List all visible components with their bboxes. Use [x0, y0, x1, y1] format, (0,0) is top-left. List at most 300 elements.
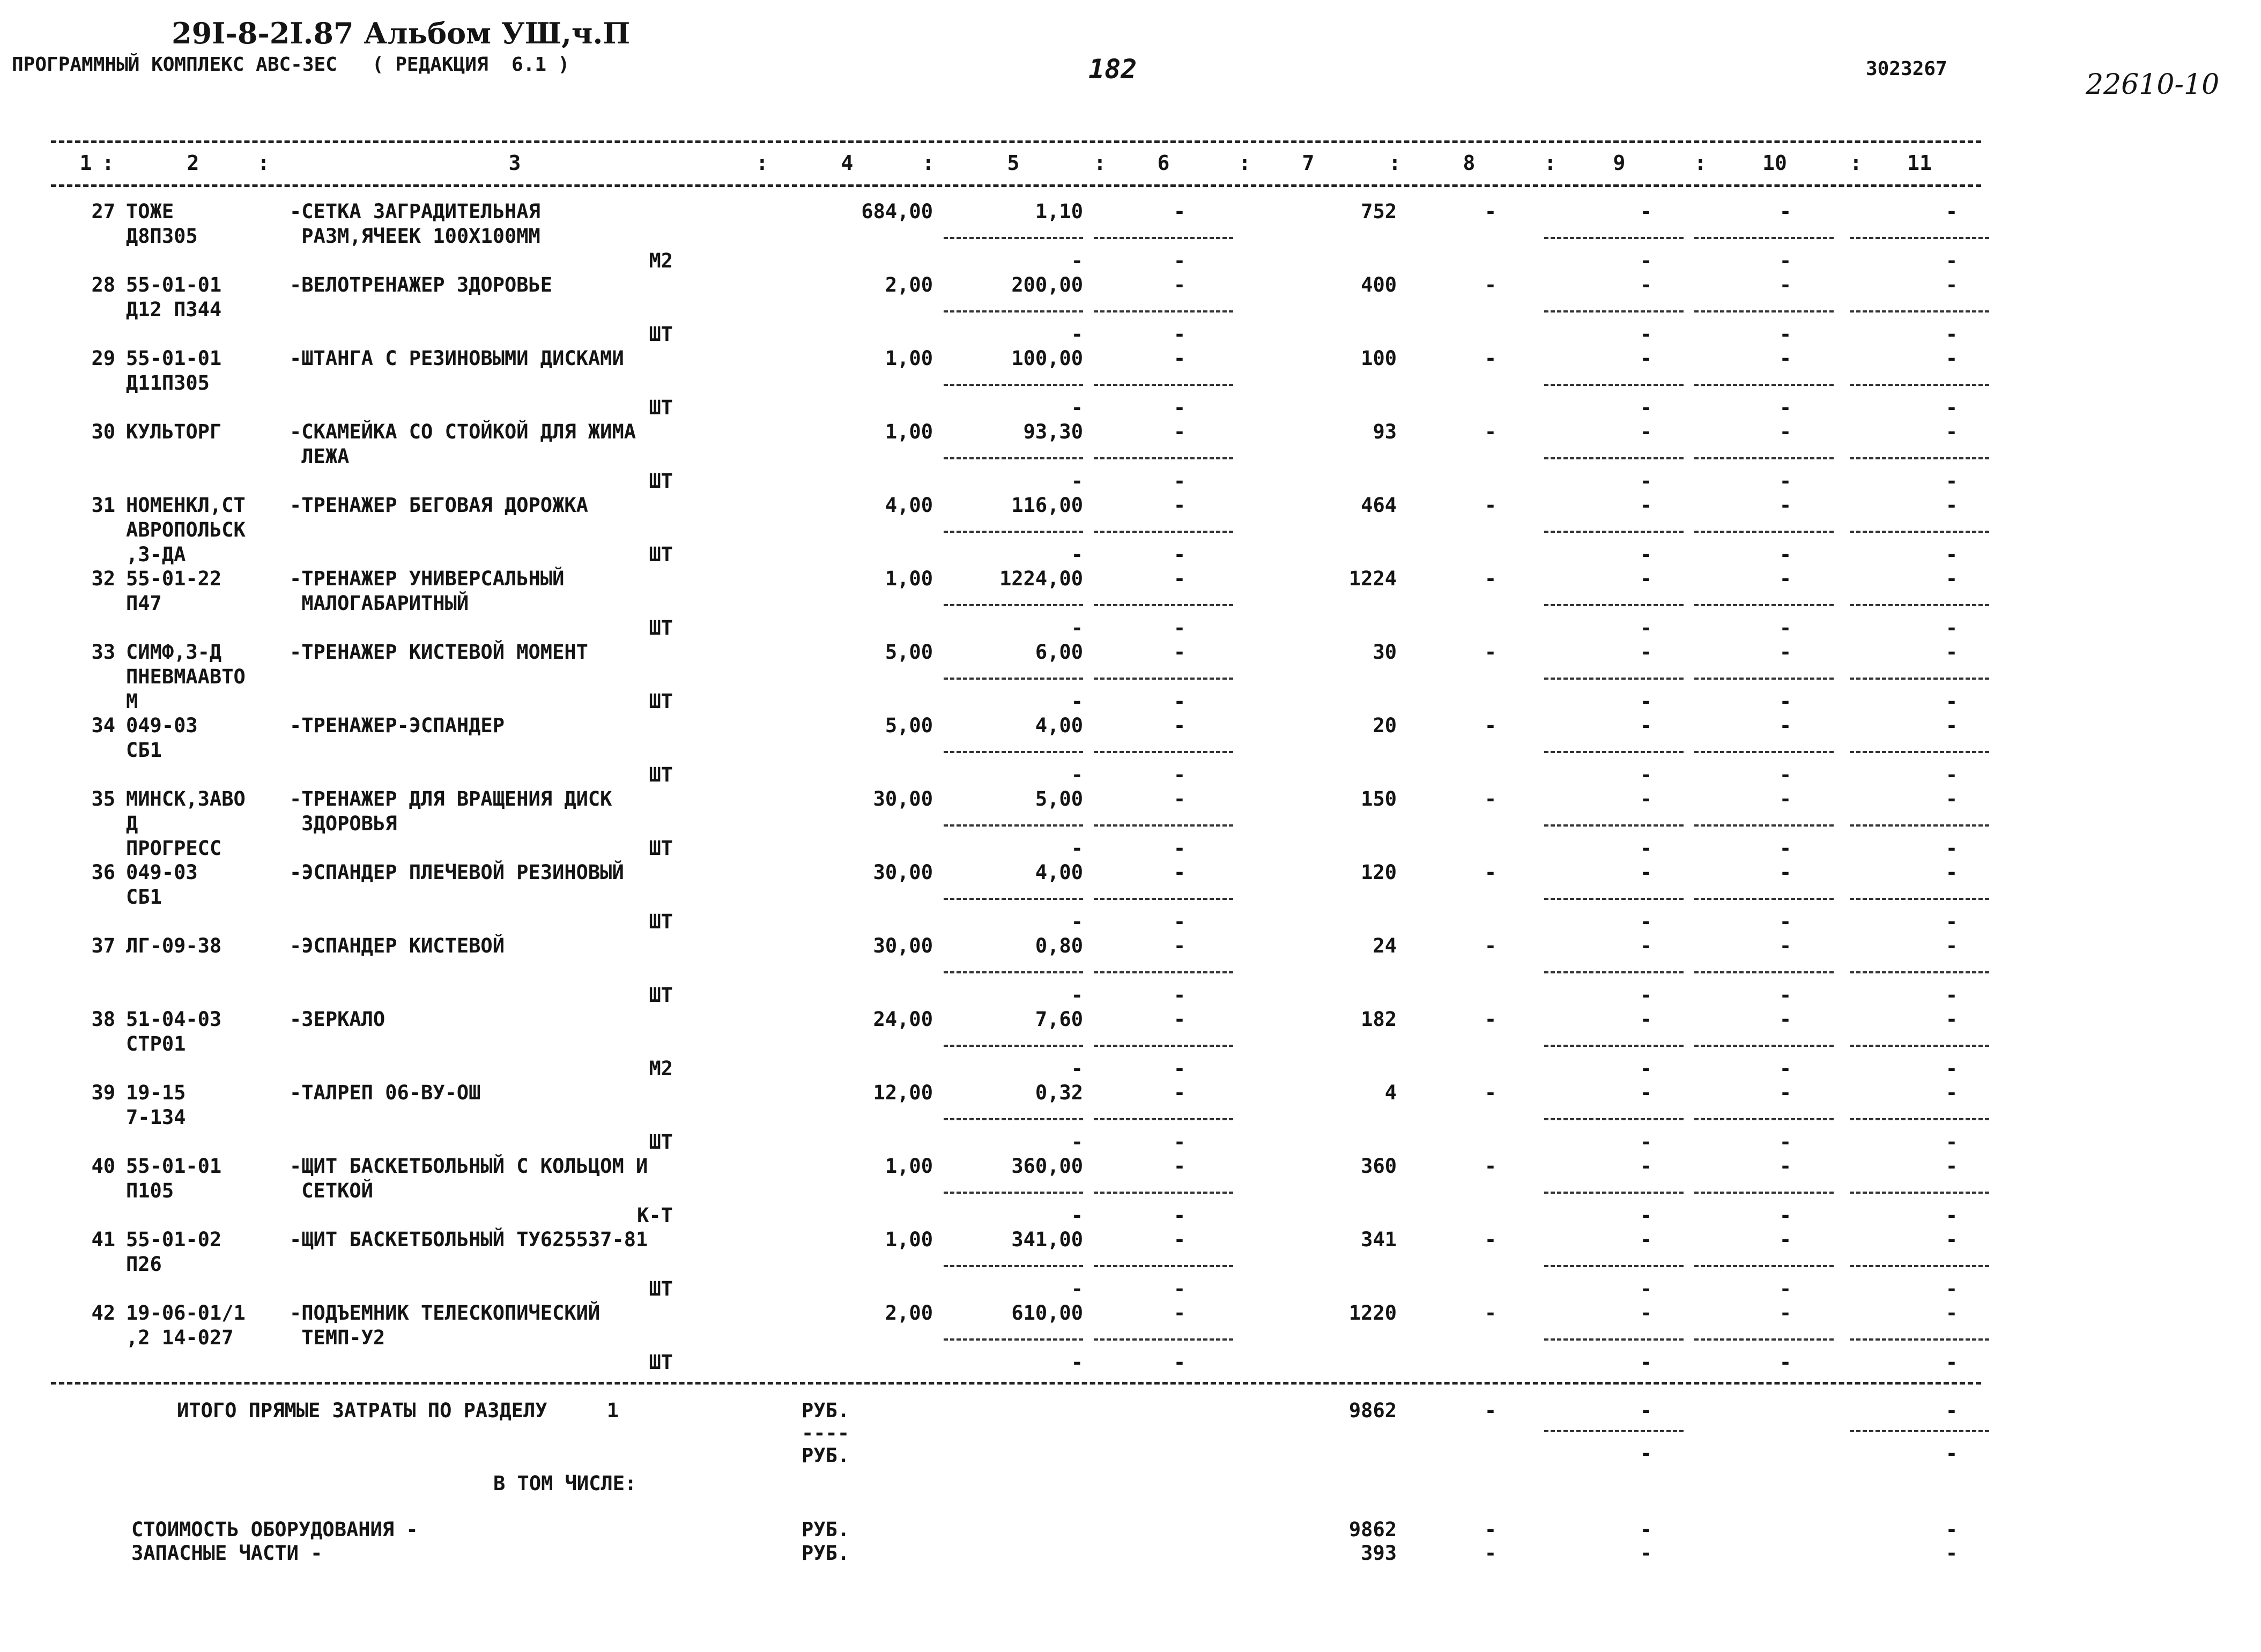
row-number: 35 [91, 787, 115, 810]
column-header-5: 5 [1007, 151, 1020, 175]
row-total: 4 [1384, 1081, 1397, 1104]
total-label: ИТОГО ПРЯМЫЕ ЗАТРАТЫ ПО РАЗДЕЛУ 1 [177, 1399, 619, 1422]
row-total: 20 [1373, 714, 1397, 737]
row-total: 24 [1373, 934, 1397, 957]
row-empty-c8: - [1484, 494, 1497, 517]
row-name: -ЭСПАНДЕР КИСТЕВОЙ [290, 934, 505, 957]
row-empty-c8: - [1484, 1008, 1497, 1031]
row-unit: ШТ [649, 1277, 673, 1300]
row-name: -ТРЕНАЖЕР ДЛЯ ВРАЩЕНИЯ ДИСК ЗДОРОВЬЯ [290, 787, 612, 835]
row-underline [1694, 898, 1834, 900]
row-name: -ЗЕРКАЛО [290, 1008, 386, 1031]
row-underline [1694, 1192, 1834, 1194]
row-empty-c8: - [1484, 934, 1497, 957]
row-underline [1094, 457, 1233, 459]
row-number: 29 [91, 347, 115, 370]
total-currency-dashes: ---- [802, 1422, 850, 1445]
row-underline [1094, 1265, 1233, 1267]
page-number: 182 [1088, 54, 1137, 85]
row-code: 55-01-01 Д12 П344 [126, 273, 222, 321]
row-underline [1850, 751, 1989, 753]
row-underline [1094, 751, 1233, 753]
row-underline [1694, 384, 1834, 386]
row-empty-c11: - [1945, 420, 1958, 443]
row-empty-c10: - [1779, 567, 1792, 590]
row-number: 37 [91, 934, 115, 957]
row-empty-c10: - [1779, 1155, 1792, 1178]
row-empty-c11-b: - [1945, 1204, 1958, 1227]
row-price: 4,00 [1035, 861, 1083, 884]
row-underline [1694, 678, 1834, 680]
row-quantity: 1,00 [885, 567, 933, 590]
row-empty-c8: - [1484, 1228, 1497, 1251]
row-name: -ВЕЛОТРЕНАЖЕР ЗДОРОВЬЕ [290, 273, 553, 296]
row-unit: ШТ [649, 470, 673, 493]
table-header-rule [51, 184, 1981, 187]
row-name: -СКАМЕЙКА СО СТОЙКОЙ ДЛЯ ЖИМА ЛЕЖА [290, 420, 636, 468]
row-code: ТОЖЕ Д8П305 [126, 200, 198, 248]
row-total: 464 [1361, 494, 1397, 517]
row-empty-c11-b: - [1945, 1130, 1958, 1154]
row-empty-c11: - [1945, 1301, 1958, 1324]
row-empty-c10-b: - [1779, 1277, 1792, 1300]
column-header-8: 8 [1463, 151, 1476, 175]
row-price: 1,10 [1035, 200, 1083, 223]
row-empty-c6: - [1173, 641, 1186, 664]
row-underline [1544, 1045, 1684, 1047]
row-underline [1094, 1045, 1233, 1047]
row-unit: ШТ [649, 837, 673, 860]
row-empty-c6: - [1173, 861, 1186, 884]
row-empty-c6: - [1173, 1301, 1186, 1324]
table-row [0, 934, 2261, 1007]
row-underline [1544, 971, 1684, 973]
row-underline [1694, 237, 1834, 239]
row-underline [1544, 824, 1684, 827]
row-unit: ШТ [649, 543, 673, 566]
equipment-col11: - [1945, 1518, 1958, 1541]
row-empty-c10: - [1779, 347, 1792, 370]
row-empty-c6-b: - [1173, 249, 1186, 272]
row-code: 049-03 СБ1 [126, 714, 198, 762]
row-number: 31 [91, 494, 115, 517]
row-empty-c6: - [1173, 200, 1186, 223]
row-price: 116,00 [1011, 494, 1083, 517]
row-empty-c6-b: - [1173, 1130, 1186, 1154]
column-separator: : [1239, 151, 1251, 175]
row-underline [1544, 604, 1684, 606]
row-empty-c11-b: - [1945, 984, 1958, 1007]
total-value: 9862 [1348, 1399, 1397, 1422]
row-underline [944, 384, 1083, 386]
row-empty-c10-b: - [1779, 690, 1792, 713]
row-empty-c10-b: - [1779, 1204, 1792, 1227]
row-empty-c9: - [1640, 861, 1652, 884]
row-name: -ЩИТ БАСКЕТБОЛЬНЫЙ С КОЛЬЦОМ И СЕТКОЙ [290, 1155, 648, 1202]
column-separator: : [1094, 151, 1106, 175]
row-quantity: 2,00 [885, 1301, 933, 1324]
row-empty-c9: - [1640, 200, 1652, 223]
row-underline [1850, 1338, 1989, 1341]
row-price: 200,00 [1011, 273, 1083, 296]
table-row [0, 1154, 2261, 1227]
row-empty-c11: - [1945, 714, 1958, 737]
equipment-currency: РУБ. [802, 1518, 850, 1541]
row-underline [944, 1118, 1083, 1120]
row-price: 1224,00 [999, 567, 1083, 590]
row-underline [944, 751, 1083, 753]
row-empty-c10-b: - [1779, 396, 1792, 419]
row-empty-c9-b: - [1640, 1204, 1652, 1227]
column-separator: : [756, 151, 768, 175]
row-empty-c9-b: - [1640, 323, 1652, 346]
row-number: 42 [91, 1301, 115, 1324]
total-underline-11 [1850, 1430, 1989, 1432]
table-row [0, 1227, 2261, 1301]
row-empty-c10: - [1779, 273, 1792, 296]
row-empty-c10: - [1779, 494, 1792, 517]
row-total: 360 [1361, 1155, 1397, 1178]
table-row [0, 1301, 2261, 1374]
row-underline [1694, 1265, 1834, 1267]
row-name: -ШТАНГА С РЕЗИНОВЫМИ ДИСКАМИ [290, 347, 624, 370]
row-empty-c11-b: - [1945, 1277, 1958, 1300]
equipment-col8: - [1484, 1518, 1497, 1541]
row-empty-c6-b: - [1173, 910, 1186, 933]
row-empty-c11-b: - [1945, 690, 1958, 713]
row-empty-price-b: - [1071, 1277, 1083, 1300]
row-empty-c11: - [1945, 567, 1958, 590]
row-quantity: 5,00 [885, 641, 933, 664]
row-empty-c8: - [1484, 200, 1497, 223]
column-separator: : [1850, 151, 1862, 175]
row-underline [1850, 384, 1989, 386]
row-empty-c11: - [1945, 641, 1958, 664]
row-empty-c6-b: - [1173, 984, 1186, 1007]
row-empty-c6: - [1173, 273, 1186, 296]
row-quantity: 30,00 [873, 934, 933, 957]
row-empty-c10: - [1779, 934, 1792, 957]
row-empty-c8: - [1484, 861, 1497, 884]
row-code: 19-06-01/1 ,2 14-027 [126, 1301, 246, 1349]
row-total: 1220 [1348, 1301, 1397, 1324]
row-code: 55-01-02 П26 [126, 1228, 222, 1276]
row-empty-c9: - [1640, 1155, 1652, 1178]
row-underline [1094, 1192, 1233, 1194]
row-underline [1850, 237, 1989, 239]
row-price: 610,00 [1011, 1301, 1083, 1324]
row-quantity: 2,00 [885, 273, 933, 296]
row-empty-c10-b: - [1779, 1351, 1792, 1374]
row-underline [1544, 1118, 1684, 1120]
column-header-7: 7 [1302, 151, 1315, 175]
row-code: 55-01-01 П105 [126, 1155, 222, 1202]
row-empty-c11: - [1945, 1228, 1958, 1251]
row-empty-c6-b: - [1173, 323, 1186, 346]
row-price: 0,80 [1035, 934, 1083, 957]
row-underline [944, 898, 1083, 900]
row-number: 34 [91, 714, 115, 737]
row-empty-c8: - [1484, 787, 1497, 810]
column-header-2: 2 [187, 151, 199, 175]
row-unit: ШТ [649, 396, 673, 419]
row-total: 150 [1361, 787, 1397, 810]
row-underline [944, 971, 1083, 973]
row-empty-price-b: - [1071, 249, 1083, 272]
row-number: 30 [91, 420, 115, 443]
table-row [0, 713, 2261, 787]
row-quantity: 12,00 [873, 1081, 933, 1104]
row-empty-c6-b: - [1173, 1351, 1186, 1374]
row-code: ЛГ-09-38 [126, 934, 222, 957]
row-number: 27 [91, 200, 115, 223]
handwritten-stamp: 22610-10 [2086, 69, 2220, 101]
row-unit: М2 [649, 249, 673, 272]
row-code: КУЛЬТОРГ [126, 420, 222, 443]
total-col9-b: - [1640, 1442, 1652, 1465]
row-code: МИНСК,ЗАВО Д ПРОГРЕСС [126, 787, 246, 860]
row-number: 32 [91, 567, 115, 590]
row-total: 93 [1373, 420, 1397, 443]
row-empty-c11: - [1945, 1155, 1958, 1178]
row-quantity: 1,00 [885, 1155, 933, 1178]
row-underline [1544, 678, 1684, 680]
equipment-value: 9862 [1348, 1518, 1397, 1541]
row-total: 182 [1361, 1008, 1397, 1031]
row-empty-c6: - [1173, 494, 1186, 517]
row-price: 5,00 [1035, 787, 1083, 810]
row-underline [1850, 1118, 1989, 1120]
row-price: 6,00 [1035, 641, 1083, 664]
row-code: 55-01-22 П47 [126, 567, 222, 615]
row-empty-c11-b: - [1945, 323, 1958, 346]
spare-parts-col8: - [1484, 1542, 1497, 1565]
row-code: НОМЕНКЛ,СТ АВРОПОЛЬСК ,3-ДА [126, 494, 246, 566]
row-unit: ШТ [649, 690, 673, 713]
row-empty-c11: - [1945, 787, 1958, 810]
table-row [0, 860, 2261, 934]
row-empty-c11-b: - [1945, 837, 1958, 860]
column-separator: : [1544, 151, 1556, 175]
row-empty-c11-b: - [1945, 616, 1958, 639]
column-header-1: 1 [79, 151, 92, 175]
column-separator: : [102, 151, 114, 175]
row-empty-c11: - [1945, 934, 1958, 957]
row-underline [944, 604, 1083, 606]
row-underline [1850, 1045, 1989, 1047]
row-underline [944, 457, 1083, 459]
row-empty-c9-b: - [1640, 396, 1652, 419]
row-empty-c10-b: - [1779, 249, 1792, 272]
row-empty-c11-b: - [1945, 396, 1958, 419]
row-unit: ШТ [649, 1130, 673, 1154]
row-empty-c10: - [1779, 1301, 1792, 1324]
row-empty-price-b: - [1071, 616, 1083, 639]
row-underline [1544, 384, 1684, 386]
row-empty-price-b: - [1071, 910, 1083, 933]
row-unit: ШТ [649, 616, 673, 639]
row-total: 120 [1361, 861, 1397, 884]
row-code: 19-15 7-134 [126, 1081, 186, 1129]
row-empty-c10: - [1779, 1228, 1792, 1251]
row-name: -ПОДЪЕМНИК ТЕЛЕСКОПИЧЕСКИЙ ТЕМП-У2 [290, 1301, 601, 1349]
row-empty-c8: - [1484, 714, 1497, 737]
row-empty-c10: - [1779, 641, 1792, 664]
row-underline [1694, 310, 1834, 312]
row-empty-price-b: - [1071, 470, 1083, 493]
spare-parts-label: ЗАПАСНЫЕ ЧАСТИ - [131, 1542, 323, 1565]
row-empty-c8: - [1484, 420, 1497, 443]
row-underline [1094, 824, 1233, 827]
row-name: -ТАЛРЕП 06-ВУ-ОШ [290, 1081, 481, 1104]
row-underline [1850, 457, 1989, 459]
program-title: ПРОГРАММНЫЙ КОМПЛЕКС АВС-ЗЕС ( РЕДАКЦИЯ 6.1 ) [12, 54, 570, 76]
row-total: 30 [1373, 641, 1397, 664]
equipment-col9: - [1640, 1518, 1652, 1541]
row-underline [1094, 384, 1233, 386]
row-total: 400 [1361, 273, 1397, 296]
row-empty-c8: - [1484, 1301, 1497, 1324]
row-empty-c6: - [1173, 1155, 1186, 1178]
row-number: 39 [91, 1081, 115, 1104]
row-unit: ШТ [649, 763, 673, 786]
row-underline [1694, 971, 1834, 973]
row-empty-c9: - [1640, 273, 1652, 296]
row-underline [1094, 310, 1233, 312]
row-empty-price-b: - [1071, 1351, 1083, 1374]
row-underline [1544, 237, 1684, 239]
row-underline [1850, 1192, 1989, 1194]
row-code: 55-01-01 Д11П305 [126, 347, 222, 395]
row-underline [1694, 1045, 1834, 1047]
row-empty-c10: - [1779, 1081, 1792, 1104]
row-underline [1544, 898, 1684, 900]
row-price: 93,30 [1023, 420, 1083, 443]
row-underline [1544, 1338, 1684, 1341]
row-empty-price-b: - [1071, 1130, 1083, 1154]
row-empty-c9: - [1640, 787, 1652, 810]
row-price: 341,00 [1011, 1228, 1083, 1251]
row-quantity: 1,00 [885, 1228, 933, 1251]
row-empty-c6-b: - [1173, 837, 1186, 860]
row-underline [1694, 1338, 1834, 1341]
row-empty-c9-b: - [1640, 249, 1652, 272]
spare-parts-col9: - [1640, 1542, 1652, 1565]
row-empty-c9-b: - [1640, 1351, 1652, 1374]
table-row [0, 1081, 2261, 1154]
row-underline [1850, 604, 1989, 606]
table-row [0, 199, 2261, 273]
row-underline [1094, 1338, 1233, 1341]
row-code: СИМФ,З-Д ПНЕВМААВТО М [126, 641, 246, 713]
row-underline [944, 1338, 1083, 1341]
row-empty-c9-b: - [1640, 837, 1652, 860]
row-empty-c10: - [1779, 420, 1792, 443]
row-name: -ТРЕНАЖЕР БЕГОВАЯ ДОРОЖКА [290, 494, 588, 517]
row-underline [1094, 678, 1233, 680]
column-header-6: 6 [1157, 151, 1170, 175]
row-underline [1094, 237, 1233, 239]
table-row [0, 640, 2261, 713]
table-row [0, 493, 2261, 567]
row-empty-c6-b: - [1173, 1057, 1186, 1080]
row-empty-c11-b: - [1945, 1351, 1958, 1374]
column-header-9: 9 [1613, 151, 1626, 175]
document-code: 3023267 [1866, 58, 1947, 80]
row-underline [1694, 1118, 1834, 1120]
row-empty-c9-b: - [1640, 690, 1652, 713]
row-empty-c9: - [1640, 1228, 1652, 1251]
table-top-rule [51, 140, 1981, 143]
row-empty-c6-b: - [1173, 470, 1186, 493]
row-underline [1544, 310, 1684, 312]
total-currency: РУБ. [802, 1399, 850, 1422]
row-underline [1544, 751, 1684, 753]
row-code: 51-04-03 СТР01 [126, 1008, 222, 1055]
row-empty-c10-b: - [1779, 543, 1792, 566]
row-empty-c10-b: - [1779, 470, 1792, 493]
row-empty-c11-b: - [1945, 1057, 1958, 1080]
row-empty-c11-b: - [1945, 249, 1958, 272]
row-empty-price-b: - [1071, 323, 1083, 346]
row-underline [1850, 824, 1989, 827]
row-empty-c11-b: - [1945, 763, 1958, 786]
row-empty-c6-b: - [1173, 616, 1186, 639]
row-empty-c9-b: - [1640, 910, 1652, 933]
row-underline [1850, 531, 1989, 533]
row-unit: К-Т [637, 1204, 673, 1227]
row-underline [944, 1192, 1083, 1194]
table-row [0, 420, 2261, 493]
row-empty-c8: - [1484, 1081, 1497, 1104]
column-separator: : [257, 151, 270, 175]
row-empty-c9-b: - [1640, 1057, 1652, 1080]
table-bottom-rule [51, 1382, 1981, 1385]
row-underline [944, 237, 1083, 239]
spare-parts-value: 393 [1361, 1542, 1397, 1565]
row-empty-c8: - [1484, 273, 1497, 296]
row-underline [944, 531, 1083, 533]
column-header-10: 10 [1762, 151, 1787, 175]
row-empty-c6: - [1173, 347, 1186, 370]
row-name: -ТРЕНАЖЕР КИСТЕВОЙ МОМЕНТ [290, 641, 588, 664]
row-empty-c6: - [1173, 420, 1186, 443]
row-quantity: 4,00 [885, 494, 933, 517]
row-quantity: 684,00 [861, 200, 933, 223]
row-empty-c11-b: - [1945, 543, 1958, 566]
row-empty-c9: - [1640, 1081, 1652, 1104]
row-underline [944, 824, 1083, 827]
row-empty-price-b: - [1071, 1204, 1083, 1227]
row-number: 33 [91, 641, 115, 664]
column-separator: : [1694, 151, 1707, 175]
row-number: 40 [91, 1155, 115, 1178]
row-empty-c9-b: - [1640, 1277, 1652, 1300]
row-quantity: 1,00 [885, 420, 933, 443]
row-empty-c6: - [1173, 567, 1186, 590]
row-empty-c9-b: - [1640, 984, 1652, 1007]
row-quantity: 30,00 [873, 861, 933, 884]
row-empty-c11: - [1945, 861, 1958, 884]
row-empty-c9: - [1640, 494, 1652, 517]
row-empty-c10: - [1779, 200, 1792, 223]
row-empty-c11: - [1945, 347, 1958, 370]
row-total: 100 [1361, 347, 1397, 370]
row-empty-c11: - [1945, 273, 1958, 296]
row-empty-c9-b: - [1640, 1130, 1652, 1154]
row-empty-c8: - [1484, 1155, 1497, 1178]
row-quantity: 24,00 [873, 1008, 933, 1031]
